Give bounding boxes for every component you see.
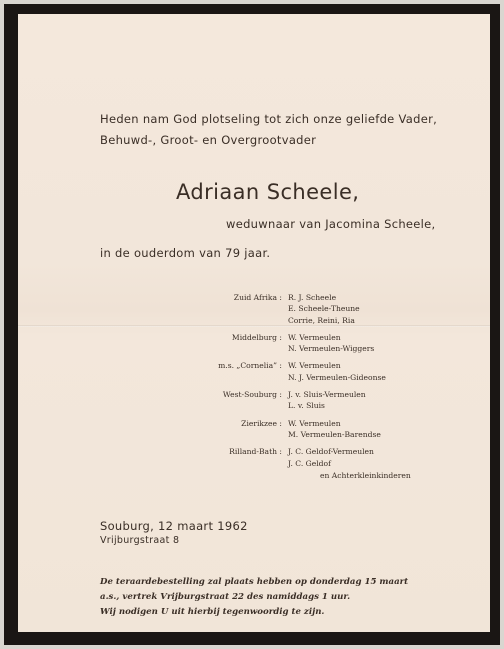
intro-line: Behuwd-, Groot- en Overgrootvader bbox=[100, 133, 317, 147]
intro-text bbox=[100, 109, 480, 151]
family-group bbox=[18, 360, 490, 383]
family-place: Middelburg : bbox=[231, 332, 282, 342]
great-grandchildren: en Achterkleinkinderen bbox=[320, 471, 411, 480]
family-member: J. C. Geldof bbox=[288, 458, 331, 468]
announcement-paper bbox=[18, 14, 490, 632]
family-member: E. Scheele-Theune bbox=[288, 304, 360, 314]
family-member: J. v. Sluis-Vermeulen bbox=[288, 390, 366, 400]
family-group bbox=[18, 389, 490, 412]
family-place: Rilland-Bath : bbox=[229, 447, 282, 457]
family-member: J. C. Geldof-Vermeulen bbox=[288, 447, 374, 457]
card-border bbox=[4, 4, 500, 645]
family-place: Zuid Afrika : bbox=[233, 293, 282, 302]
family-member: N. J. Vermeulen-Gideonse bbox=[288, 372, 386, 382]
family-place: m.s. „Cornelia” : bbox=[218, 361, 282, 371]
deceased-name: Adriaan Scheele, bbox=[176, 180, 360, 204]
family-group bbox=[18, 332, 490, 355]
family-member: R. J. Scheele bbox=[288, 293, 337, 302]
family-group bbox=[18, 418, 490, 441]
funeral-notice bbox=[100, 575, 490, 620]
family-members bbox=[288, 292, 490, 326]
family-place: Zierikzee : bbox=[241, 418, 282, 428]
family-member: W. Vermeulen bbox=[288, 332, 341, 342]
age-line: in de ouderdom van 79 jaar. bbox=[100, 246, 271, 260]
family-group bbox=[18, 292, 490, 326]
family-group bbox=[18, 446, 490, 469]
family-member: L. v. Sluis bbox=[288, 401, 325, 411]
family-members bbox=[288, 332, 490, 355]
place-date: Souburg, 12 maart 1962 bbox=[100, 519, 248, 533]
family-members bbox=[288, 360, 490, 383]
family-member: N. Vermeulen-Wiggers bbox=[288, 344, 375, 354]
family-member: W. Vermeulen bbox=[288, 361, 341, 371]
intro-line: Heden nam God plotseling tot zich onze geliefde Vader, bbox=[100, 112, 438, 126]
funeral-line: De teraardebestelling zal plaats hebben op donderdag 15 maart bbox=[100, 577, 409, 587]
family-members bbox=[288, 446, 490, 469]
family-list bbox=[18, 292, 490, 475]
family-place: West-Souburg : bbox=[222, 390, 282, 400]
family-member: Corrie, Reini, Ria bbox=[288, 315, 355, 325]
funeral-line: a.s., vertrek Vrijburgstraat 22 des namiddags 1 uur. bbox=[100, 592, 351, 602]
family-members bbox=[288, 418, 490, 441]
family-member: M. Vermeulen-Barendse bbox=[288, 429, 381, 439]
street-address: Vrijburgstraat 8 bbox=[100, 535, 180, 546]
family-members bbox=[288, 389, 490, 412]
family-member: W. Vermeulen bbox=[288, 418, 341, 428]
widower-line: weduwnaar van Jacomina Scheele, bbox=[226, 217, 436, 231]
funeral-line: Wij nodigen U uit hierbij tegenwoordig te zijn. bbox=[100, 607, 325, 617]
